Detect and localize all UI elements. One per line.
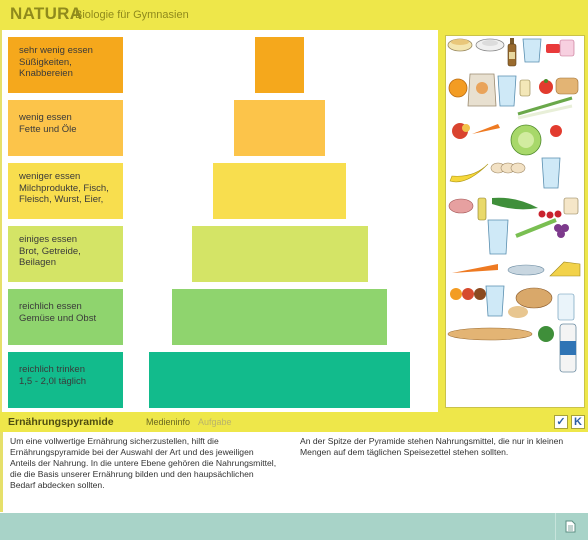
pyramid-level-4[interactable] bbox=[192, 226, 368, 282]
app-subtitle: Biologie für Gymnasien bbox=[75, 9, 189, 21]
pyramid-label-6: reichlich trinken 1,5 - 2,0l täglich bbox=[8, 352, 123, 408]
milk-bottle-icon[interactable] bbox=[560, 324, 576, 372]
content-border bbox=[0, 30, 2, 412]
pyramid-level-2[interactable] bbox=[234, 100, 325, 156]
pyramid-level-3[interactable] bbox=[213, 163, 346, 219]
dish-icon[interactable] bbox=[476, 39, 504, 51]
footer-bar bbox=[0, 513, 588, 540]
app-header bbox=[0, 0, 588, 30]
description-area bbox=[0, 432, 588, 512]
pyramid-label-3: weniger essen Milchprodukte, Fisch, Fleisch, Wurst, Eier, bbox=[8, 163, 123, 219]
pyramid-label-2: wenig essen Fette und Öle bbox=[8, 100, 123, 156]
glass-icon[interactable] bbox=[523, 39, 541, 62]
banana-icon[interactable] bbox=[450, 164, 488, 182]
cherries-icon[interactable] bbox=[539, 211, 562, 219]
spring-onion-icon[interactable] bbox=[518, 98, 572, 118]
tomato-icon[interactable] bbox=[539, 79, 553, 94]
pyramid-label-5: reichlich essen Gemüse und Obst bbox=[8, 289, 123, 345]
glass-icon[interactable] bbox=[486, 286, 504, 316]
food-item-panel bbox=[445, 35, 585, 408]
pyramid-level-6[interactable] bbox=[149, 352, 410, 408]
pyramid-label-1: sehr wenig essen Süßigkeiten, Knabbereien bbox=[8, 37, 123, 93]
pyramid-label-4: einiges essen Brot, Getreide, Beilagen bbox=[8, 226, 123, 282]
cucumber-icon[interactable] bbox=[492, 198, 538, 210]
tomato-icon[interactable] bbox=[550, 125, 562, 137]
bread-loaf-icon[interactable] bbox=[508, 288, 552, 318]
bowl-icon[interactable] bbox=[448, 39, 472, 51]
oil-bottle-icon[interactable] bbox=[478, 198, 486, 220]
pyramid-level-1[interactable] bbox=[255, 37, 304, 93]
meat-icon[interactable] bbox=[449, 199, 473, 213]
glass-icon[interactable] bbox=[488, 220, 508, 254]
baguette-icon[interactable] bbox=[448, 328, 532, 340]
apple-icon[interactable] bbox=[452, 123, 470, 139]
broccoli-icon[interactable] bbox=[538, 326, 554, 342]
document-icon[interactable] bbox=[565, 520, 576, 533]
tab-medieninfo[interactable]: Medieninfo bbox=[146, 417, 191, 427]
glass-icon[interactable] bbox=[498, 76, 516, 106]
bread-icon[interactable] bbox=[556, 78, 578, 94]
back-button[interactable]: K bbox=[571, 415, 585, 429]
fruits-icon[interactable] bbox=[450, 288, 486, 300]
brand-logo: NATURA bbox=[10, 4, 83, 23]
bottle-icon[interactable] bbox=[508, 38, 516, 66]
fish-icon[interactable] bbox=[508, 265, 544, 275]
carrot-icon[interactable] bbox=[472, 124, 500, 134]
chips-bag-icon[interactable] bbox=[468, 74, 496, 106]
cup-icon[interactable] bbox=[564, 198, 578, 214]
tab-aufgabe[interactable]: Aufgabe bbox=[198, 417, 232, 427]
leek-icon[interactable] bbox=[516, 220, 556, 236]
orange-icon[interactable] bbox=[449, 79, 467, 97]
description-right: An der Spitze der Pyramide stehen Nahrungsmittel, die nur in kleinen Mengen auf dem täglichen Speisezettel stehen sollten. bbox=[300, 436, 564, 457]
section-title: Ernährungspyramide bbox=[8, 416, 114, 428]
check-button[interactable]: ✓ bbox=[554, 415, 568, 429]
carrot-icon[interactable] bbox=[452, 264, 498, 273]
content-toolbar bbox=[0, 412, 588, 432]
description-left: Um eine vollwertige Ernährung sicherzustellen, hilft die Ernährungspyramide bei der Auswahl der Art und des jeweiligen Anteils der Nahrung. In die untere Ebene gehören die Nahrungsmittel, die die Basis unserer Ernährung bilden und den haupsächlichen Bedarf abdecken sollten. bbox=[10, 436, 277, 490]
eggs-icon[interactable] bbox=[491, 163, 525, 173]
footer-divider bbox=[555, 513, 556, 540]
candy-icon[interactable] bbox=[546, 40, 574, 56]
jar-icon[interactable] bbox=[520, 80, 530, 96]
lettuce-icon[interactable] bbox=[511, 125, 541, 155]
cheese-icon[interactable] bbox=[550, 262, 580, 276]
pyramid-level-5[interactable] bbox=[172, 289, 387, 345]
grapes-icon[interactable] bbox=[554, 224, 569, 238]
food-items-illustration bbox=[446, 36, 585, 408]
glass-icon[interactable] bbox=[542, 158, 560, 188]
juice-icon[interactable] bbox=[558, 294, 574, 320]
